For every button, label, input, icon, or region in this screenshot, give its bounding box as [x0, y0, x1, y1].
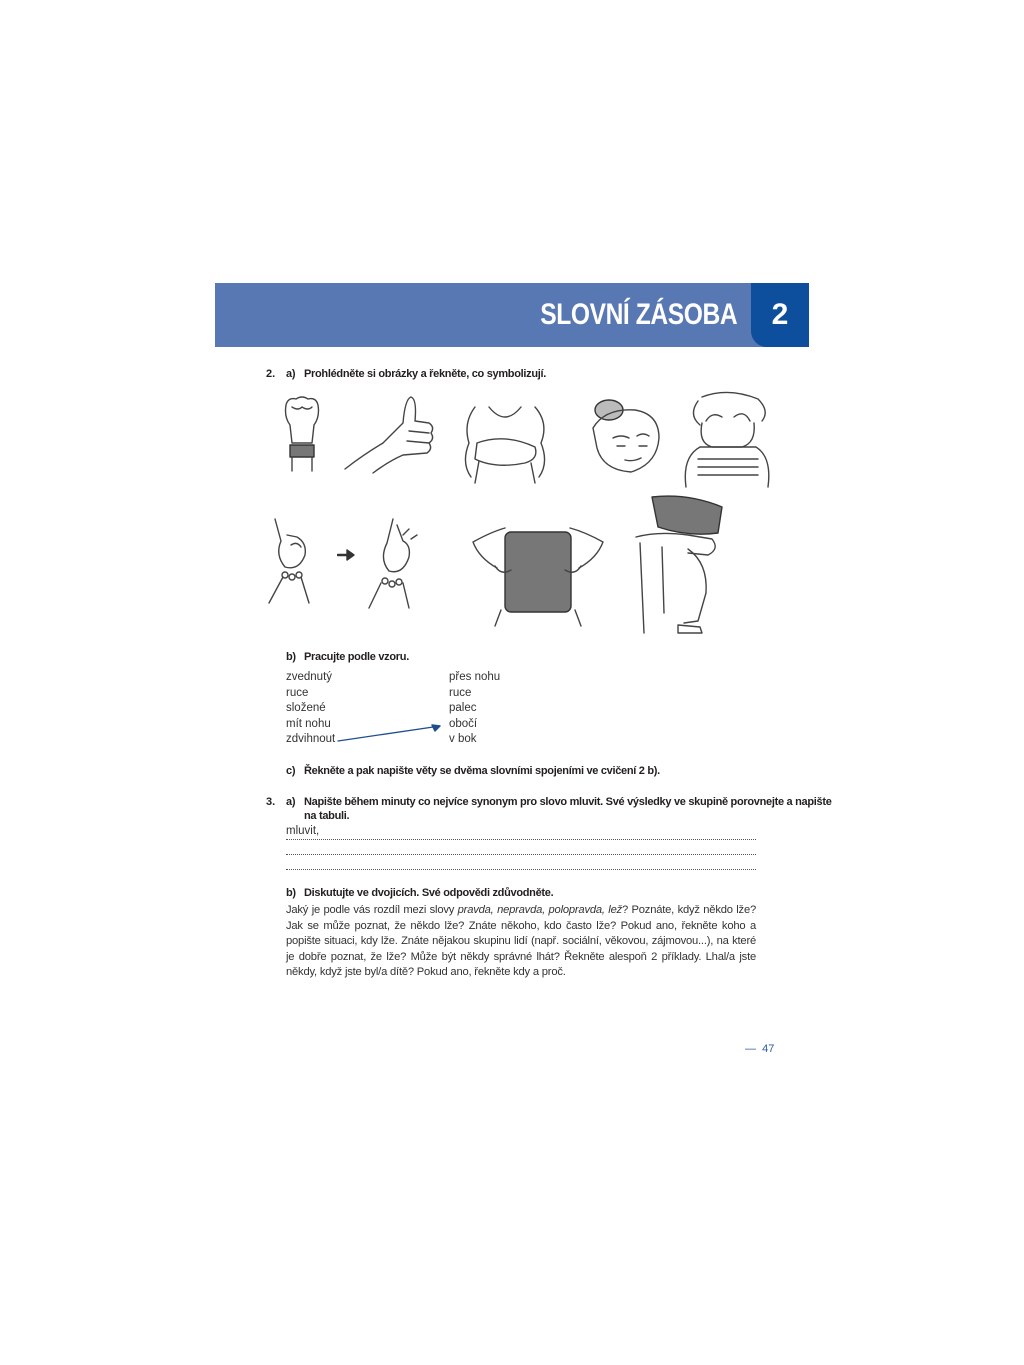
- answer-line[interactable]: [286, 842, 756, 855]
- task-label: b): [286, 651, 296, 663]
- word-left: zdvihnout: [286, 733, 336, 745]
- task-instruction: Prohlédněte si obrázky a řekněte, co symbolizují.: [304, 368, 547, 380]
- paragraph-italic-terms: pravda, nepravda, polopravda, lež: [457, 904, 622, 916]
- example-arrow: [336, 720, 450, 744]
- task-instruction: Napište během minuty co nejvíce synonym pro slovo mluvit. Své výsledky ve skupině porovnejte a napište: [304, 796, 832, 808]
- word-left: ruce: [286, 687, 309, 699]
- chapter-number: 2: [751, 283, 809, 347]
- word-left: složené: [286, 702, 326, 714]
- word-right: přes nohu: [449, 671, 501, 683]
- task-instruction: Pracujte podle vzoru.: [304, 651, 409, 663]
- exercise-number: 2.: [266, 368, 276, 380]
- raised-fist-illustration: [278, 395, 328, 475]
- word-right: palec: [449, 702, 477, 714]
- paragraph-text: Jaký je podle vás rozdíl mezi slovy: [286, 904, 458, 916]
- hand-gesture-illustration: [265, 515, 321, 605]
- thumbs-up-illustration: [343, 393, 435, 475]
- task-instruction: Diskutujte ve dvojicích. Své odpovědi zdůvodněte.: [304, 887, 554, 899]
- arrow-right-icon: [337, 549, 355, 561]
- word-left: zvednutý: [286, 671, 333, 683]
- task-label: a): [286, 796, 296, 808]
- answer-line[interactable]: [286, 857, 756, 870]
- paragraph-text: ? Poznáte, když někdo lže? Jak se může poznat, že někdo lže? Znáte někoho, kdo často lže? Pokud ano, řekněte koho a popište situaci, kdy lže. Znáte nějakou skupinu lidí (např. sociální, věkovou, zájmovou...), na které je dobře poznat, že lže? Může být někdy správné lhát? Řekněte alespoň 2 příklady. Lhal/a jste někdy, když jste byl/a dítě? Pokud ano, řekněte kdy a proč.: [286, 904, 756, 978]
- task-label: b): [286, 887, 296, 899]
- hand-gesture-2-illustration: [363, 515, 427, 610]
- page-dash: —: [745, 1043, 756, 1055]
- task-instruction: Řekněte a pak napište věty se dvěma slovními spojeními ve cvičení 2 b).: [304, 765, 660, 777]
- crossed-arms-illustration: [455, 403, 555, 485]
- section-title: SLOVNÍ ZÁSOBA: [540, 298, 737, 331]
- chapter-banner: [215, 283, 809, 347]
- page-number: [745, 1043, 774, 1055]
- exercise-number: 3.: [266, 796, 276, 808]
- word-right: v bok: [449, 733, 477, 745]
- answer-line[interactable]: [286, 827, 756, 840]
- crossed-legs-illustration: [628, 493, 728, 635]
- answer-start: mluvit,: [286, 825, 323, 837]
- task-instruction-continued: na tabuli.: [304, 810, 350, 822]
- hands-over-face-illustration: [678, 387, 778, 497]
- raised-eyebrow-illustration: [585, 398, 663, 476]
- word-right: obočí: [449, 718, 478, 730]
- word-right: ruce: [449, 687, 472, 699]
- task-label: a): [286, 368, 296, 380]
- discussion-paragraph: [286, 903, 756, 981]
- page-number-value: 47: [762, 1043, 775, 1055]
- hands-on-hips-illustration: [465, 518, 610, 628]
- word-left: mít nohu: [286, 718, 331, 730]
- task-label: c): [286, 765, 296, 777]
